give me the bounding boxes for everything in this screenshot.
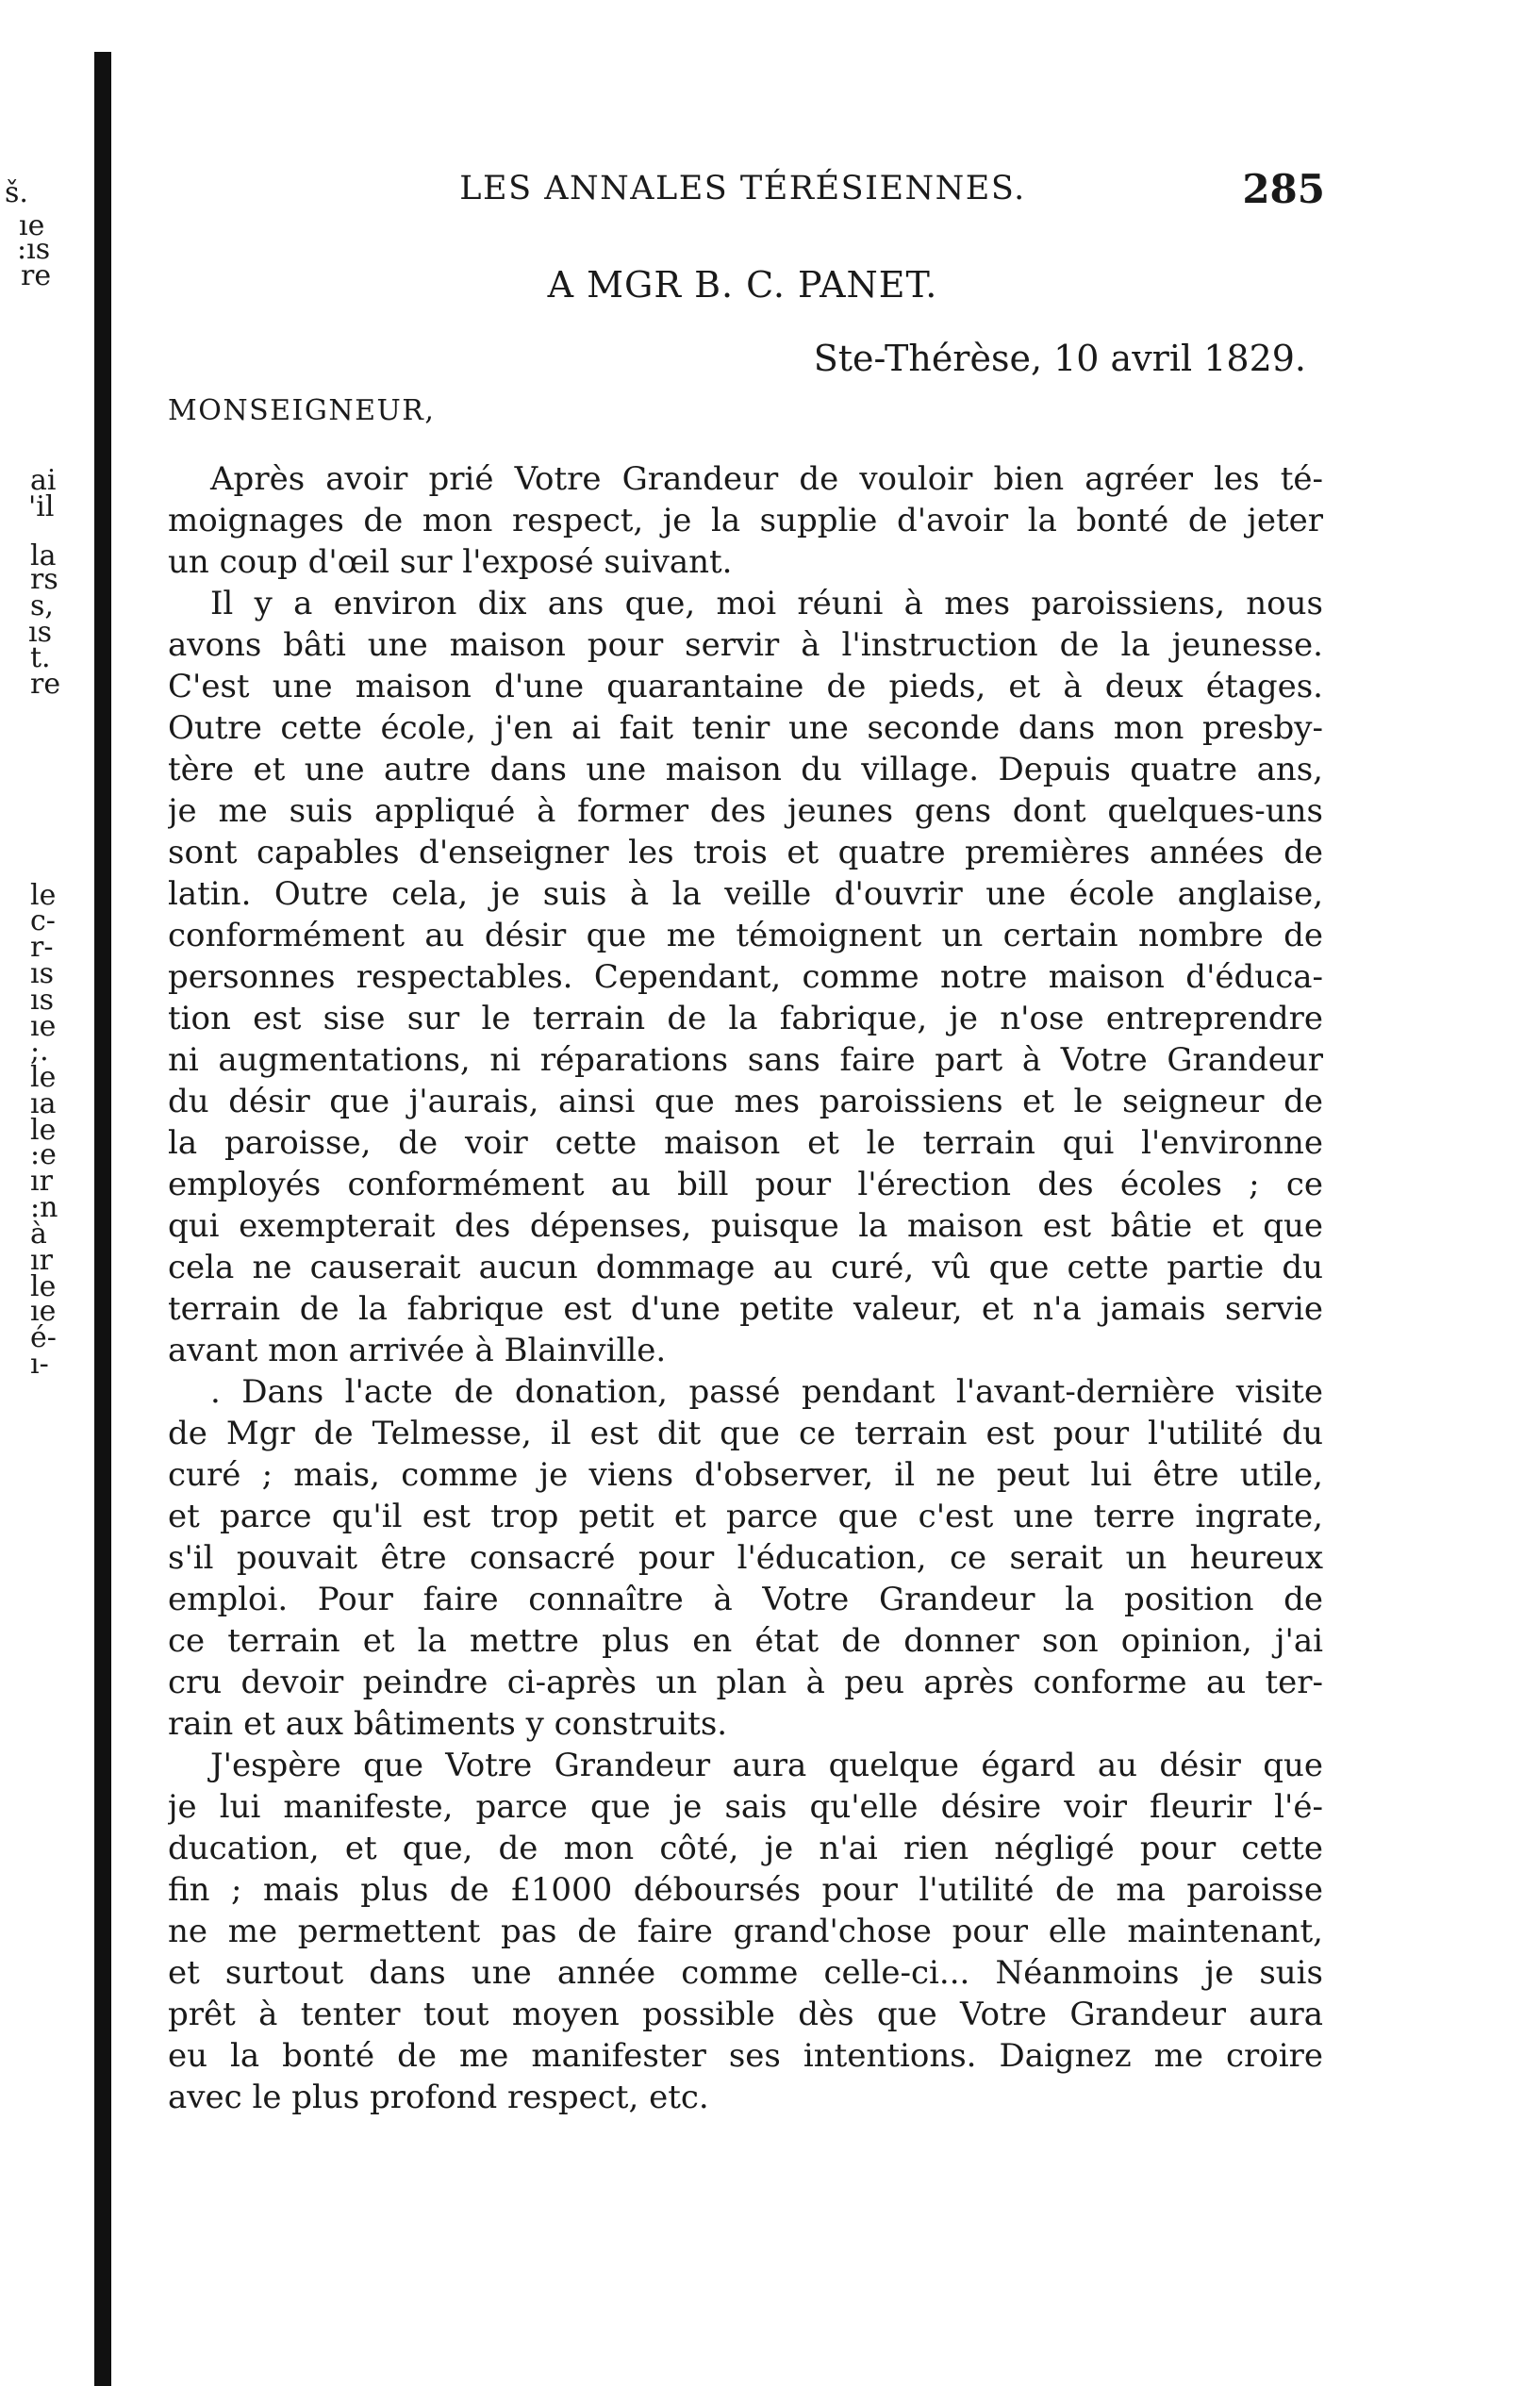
margin-fragment: t. [30, 641, 51, 674]
margin-fragment: ıs [30, 984, 54, 1017]
text-line: fin ; mais plus de £1000 déboursés pour l'utilité de ma paroisse [168, 1871, 1323, 1909]
text-line: tère et une autre dans une maison du village. Depuis quatre ans, [168, 751, 1323, 788]
binding-gutter [94, 52, 111, 2386]
text-line: ducation, et que, de mon côté, je n'ai rien négligé pour cette [168, 1830, 1323, 1867]
text-line: latin. Outre cela, je suis à la veille d'ouvrir une école anglaise, [168, 875, 1323, 913]
text-line: avant mon arrivée à Blainville. [168, 1332, 667, 1369]
margin-fragment: rs [30, 563, 58, 596]
running-title: LES ANNALES TÉRÉSIENNES. [459, 170, 1026, 207]
margin-fragment: :ıs [17, 233, 51, 266]
margin-fragment: ıs [30, 957, 54, 990]
text-line: tion est sise sur le terrain de la fabrique, je n'ose entreprendre [168, 1000, 1323, 1037]
text-line: emploi. Pour faire connaître à Votre Grandeur la position de [168, 1581, 1323, 1618]
text-line: et surtout dans une année comme celle-ci... Néanmoins je suis [168, 1954, 1323, 1992]
text-line: avec le plus profond respect, etc. [168, 2079, 709, 2116]
facing-page-margin [0, 0, 85, 2386]
text-line: qui exempterait des dépenses, puisque la maison est bâtie et que [168, 1207, 1323, 1245]
text-line: de Mgr de Telmesse, il est dit que ce terrain est pour l'utilité du [168, 1415, 1323, 1452]
letter-body [168, 458, 1323, 2118]
text-line: Outre cette école, j'en ai fait tenir une seconde dans mon presby- [168, 709, 1323, 747]
text-line: employés conformément au bill pour l'érection des écoles ; ce [168, 1166, 1323, 1203]
text-line: personnes respectables. Cependant, comme notre maison d'éduca- [168, 958, 1323, 996]
margin-fragment: le [30, 1061, 57, 1094]
text-line: C'est une maison d'une quarantaine de pieds, et à deux étages. [168, 668, 1323, 705]
margin-fragment: à [30, 1218, 47, 1251]
page-number: 285 [1242, 166, 1325, 212]
text-line: avons bâti une maison pour servir à l'instruction de la jeunesse. [168, 626, 1323, 664]
margin-fragment: ıe [30, 1295, 57, 1328]
text-line: cela ne causerait aucun dommage au curé, vû que cette partie du [168, 1249, 1323, 1286]
margin-fragment: ai [30, 464, 57, 497]
text-line: curé ; mais, comme je viens d'observer, il ne peut lui être utile, [168, 1456, 1323, 1494]
margin-fragment: ır [30, 1244, 53, 1277]
text-line: ce terrain et la mettre plus en état de donner son opinion, j'ai [168, 1622, 1323, 1660]
letter-heading: A MGR B. C. PANET. [547, 264, 938, 306]
text-line: ni augmentations, ni réparations sans faire part à Votre Grandeur [168, 1041, 1323, 1079]
margin-fragment: s, [30, 589, 54, 622]
margin-fragment: ır [30, 1165, 53, 1198]
margin-fragment: re [21, 259, 52, 292]
margin-fragment: c- [30, 904, 56, 937]
text-line: s'il pouvait être consacré pour l'éducation, ce serait un heureux [168, 1539, 1323, 1577]
margin-fragment: ıe [19, 209, 45, 242]
salutation: MONSEIGNEUR, [168, 394, 436, 427]
margin-fragment: ıe [30, 1010, 57, 1043]
text-line: cru devoir peindre ci-après un plan à peu après conforme au ter- [168, 1664, 1323, 1701]
margin-fragment: é- [30, 1321, 57, 1354]
margin-fragment: la [30, 539, 57, 572]
text-line: sont capables d'enseigner les trois et quatre premières années de [168, 834, 1323, 871]
text-line: eu la bonté de me manifester ses intentions. Daignez me croire [168, 2037, 1323, 2075]
text-line: ne me permettent pas de faire grand'chose pour elle maintenant, [168, 1913, 1323, 1950]
margin-fragment: le [30, 1114, 57, 1147]
margin-fragment: le [30, 1270, 57, 1303]
text-line: un coup d'œil sur l'exposé suivant. [168, 543, 733, 581]
margin-fragment: :e [30, 1138, 57, 1171]
text-line: et parce qu'il est trop petit et parce que c'est une terre ingrate, [168, 1498, 1323, 1535]
book-page [160, 141, 1325, 2358]
text-line: je me suis appliqué à former des jeunes gens dont quelques-uns [168, 792, 1323, 830]
text-line: terrain de la fabrique est d'une petite valeur, et n'a jamais servie [168, 1290, 1323, 1328]
margin-fragment: r- [30, 931, 54, 964]
text-line: la paroisse, de voir cette maison et le terrain qui l'environne [168, 1124, 1323, 1162]
margin-fragment: ıa [30, 1087, 57, 1120]
margin-fragment: le [30, 879, 57, 912]
text-line: je lui manifeste, parce que je sais qu'elle désire voir fleurir l'é- [168, 1788, 1323, 1826]
margin-fragment: ;. [30, 1035, 49, 1068]
text-line: Après avoir prié Votre Grandeur de vouloir bien agréer les té- [210, 460, 1323, 498]
margin-fragment: ı- [30, 1348, 49, 1381]
letter-date: Ste-Thérèse, 10 avril 1829. [813, 338, 1306, 379]
text-line: J'espère que Votre Grandeur aura quelque égard au désir que [210, 1747, 1323, 1784]
text-line: rain et aux bâtiments y construits. [168, 1705, 728, 1743]
text-line: . Dans l'acte de donation, passé pendant l'avant-dernière visite [210, 1373, 1323, 1411]
margin-fragment: :n [30, 1191, 58, 1224]
margin-fragment: š. [5, 176, 28, 209]
text-line: conformément au désir que me témoignent un certain nombre de [168, 917, 1323, 954]
margin-fragment: 'il [28, 490, 55, 523]
text-line: prêt à tenter tout moyen possible dès que Votre Grandeur aura [168, 1996, 1323, 2033]
text-line: du désir que j'aurais, ainsi que mes paroissiens et le seigneur de [168, 1083, 1323, 1120]
running-head [160, 166, 1325, 217]
margin-fragment: re [30, 668, 61, 701]
text-line: moignages de mon respect, je la supplie d'avoir la bonté de jeter [168, 502, 1323, 539]
margin-fragment: ıs [28, 616, 52, 649]
text-line: Il y a environ dix ans que, moi réuni à mes paroissiens, nous [210, 585, 1323, 622]
